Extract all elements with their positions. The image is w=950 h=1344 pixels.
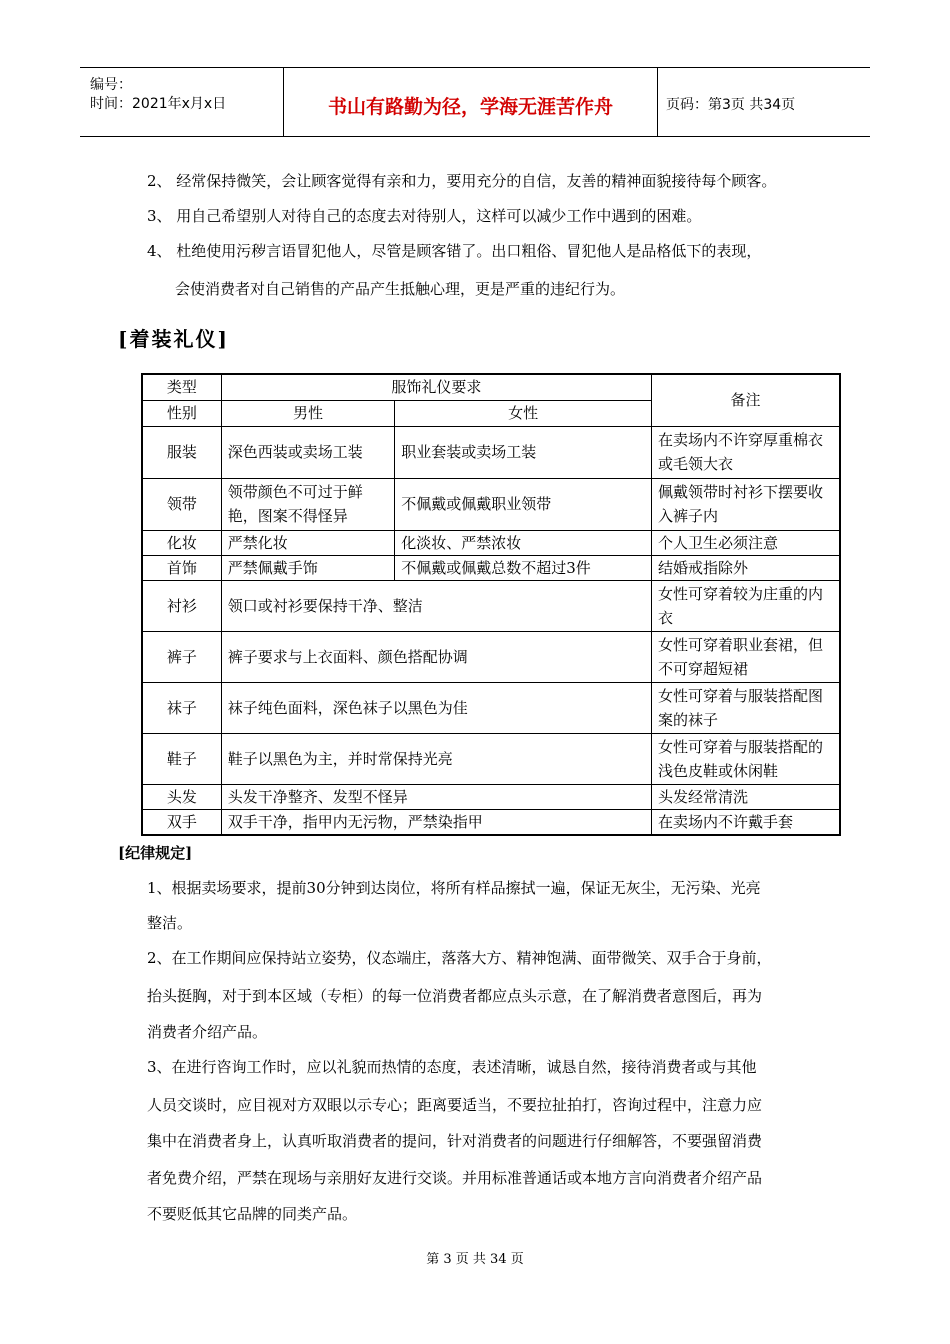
row-requirement: 鞋子以黑色为主，并时常保持光亮 [221, 733, 651, 784]
row-requirement: 头发干净整齐、发型不怪异 [221, 784, 651, 809]
row-item: 袜子 [142, 682, 221, 733]
discipline-line: 3、在进行咨询工作时，应以礼貌而热情的态度，表述清晰，诚恳自然，接待消费者或与其他 [147, 1058, 757, 1076]
table-row [142, 631, 840, 682]
row-male: 严禁佩戴手饰 [221, 555, 394, 580]
row-female: 化淡妆、严禁浓妆 [395, 530, 652, 555]
row-male: 严禁化妆 [221, 530, 394, 555]
header-male: 男性 [221, 400, 394, 426]
row-male: 深色西装或卖场工装 [221, 426, 394, 478]
row-remark: 在卖场内不许穿厚重棉衣或毛领大衣 [651, 426, 840, 478]
discipline-line: 消费者介绍产品。 [147, 1023, 268, 1041]
header-page-number: 页码：第3页 共34页 [666, 97, 796, 113]
row-item: 化妆 [142, 530, 221, 555]
dress-etiquette-table [141, 373, 841, 836]
table-row [142, 784, 840, 809]
discipline-line: 2、在工作期间应保持站立姿势，仪态端庄，落落大方、精神饱满、面带微笑、双手合于身前， [147, 949, 772, 967]
header-info-cell [80, 68, 284, 136]
header-female: 女性 [395, 400, 652, 426]
row-remark: 个人卫生必须注意 [651, 530, 840, 555]
row-requirement: 袜子纯色面料，深色袜子以黑色为佳 [221, 682, 651, 733]
row-remark: 女性可穿着职业套裙，但不可穿超短裙 [651, 631, 840, 682]
table-row [142, 555, 840, 580]
discipline-line: 者免费介绍，严禁在现场与亲朋好友进行交谈。并用标准普通话或本地方言向消费者介绍产品 [147, 1169, 763, 1187]
header-requirement: 服饰礼仪要求 [221, 374, 651, 400]
row-remark: 女性可穿着较为庄重的内衣 [651, 580, 840, 631]
discipline-section-title: [纪律规定] [118, 844, 193, 862]
discipline-line: 抬头挺胸，对于到本区域（专柜）的每一位消费者都应点头示意，在了解消费者意图后，再为 [147, 987, 763, 1005]
row-item: 领带 [142, 478, 221, 530]
row-requirement: 领口或衬衫要保持干净、整洁 [221, 580, 651, 631]
row-item: 鞋子 [142, 733, 221, 784]
row-requirement: 裤子要求与上衣面料、颜色搭配协调 [221, 631, 651, 682]
discipline-line: 人员交谈时，应目视对方双眼以示专心；距离要适当，不要拉扯拍打，咨询过程中，注意力应 [147, 1096, 763, 1114]
table-row [142, 530, 840, 555]
row-item: 头发 [142, 784, 221, 809]
intro-item-2: 2、 经常保持微笑，会让顾客觉得有亲和力，要用充分的自信，友善的精神面貌接待每个顾客。 [147, 172, 777, 190]
header-type: 类型 [142, 374, 221, 400]
row-requirement: 双手干净，指甲内无污物，严禁染指甲 [221, 809, 651, 835]
table-header-row [142, 374, 840, 400]
row-female: 不佩戴或佩戴总数不超过3件 [395, 555, 652, 580]
discipline-line: 集中在消费者身上，认真听取消费者的提问，针对消费者的问题进行仔细解答，不要强留消费 [147, 1132, 763, 1150]
row-remark: 在卖场内不许戴手套 [651, 809, 840, 835]
row-remark: 女性可穿着与服装搭配的浅色皮鞋或休闲鞋 [651, 733, 840, 784]
discipline-line: 1、根据卖场要求，提前30分钟到达岗位，将所有样品擦拭一遍，保证无灰尘，无污染、光亮 [147, 879, 761, 897]
header-motto: 书山有路勤为径，学海无涯苦作舟 [327, 96, 613, 118]
row-female: 职业套装或卖场工装 [395, 426, 652, 478]
document-number-label: 编号： [90, 77, 132, 93]
page-footer: 第 3 页 共 34 页 [426, 1252, 524, 1267]
row-female: 不佩戴或佩戴职业领带 [395, 478, 652, 530]
header-page-cell [658, 68, 870, 136]
row-item: 服装 [142, 426, 221, 478]
row-item: 首饰 [142, 555, 221, 580]
row-male: 领带颜色不可过于鲜艳，图案不得怪异 [221, 478, 394, 530]
intro-item-4: 4、 杜绝使用污秽言语冒犯他人，尽管是顾客错了。出口粗俗、冒犯他人是品格低下的表现， [147, 242, 762, 260]
discipline-line: 整洁。 [147, 914, 193, 932]
header-motto-cell [284, 68, 658, 136]
table-row [142, 682, 840, 733]
table-row [142, 733, 840, 784]
table-row [142, 426, 840, 478]
dress-section-title: [着装礼仪] [118, 327, 229, 351]
intro-item-3: 3、 用自己希望别人对待自己的态度去对待别人，这样可以减少工作中遇到的困难。 [147, 207, 702, 225]
row-remark: 佩戴领带时衬衫下摆要收入裤子内 [651, 478, 840, 530]
discipline-line: 不要贬低其它品牌的同类产品。 [147, 1205, 358, 1223]
table-row [142, 809, 840, 835]
table-row [142, 580, 840, 631]
row-remark: 女性可穿着与服装搭配图案的袜子 [651, 682, 840, 733]
row-item: 双手 [142, 809, 221, 835]
row-remark: 头发经常清洗 [651, 784, 840, 809]
row-item: 裤子 [142, 631, 221, 682]
page-header [80, 67, 870, 137]
document-time-label: 时间：2021年x月x日 [90, 96, 227, 112]
table-row [142, 478, 840, 530]
intro-item-4-continued: 会使消费者对自己销售的产品产生抵触心理，更是严重的违纪行为。 [175, 280, 626, 298]
header-gender: 性别 [142, 400, 221, 426]
header-remark: 备注 [651, 374, 840, 426]
row-remark: 结婚戒指除外 [651, 555, 840, 580]
row-item: 衬衫 [142, 580, 221, 631]
